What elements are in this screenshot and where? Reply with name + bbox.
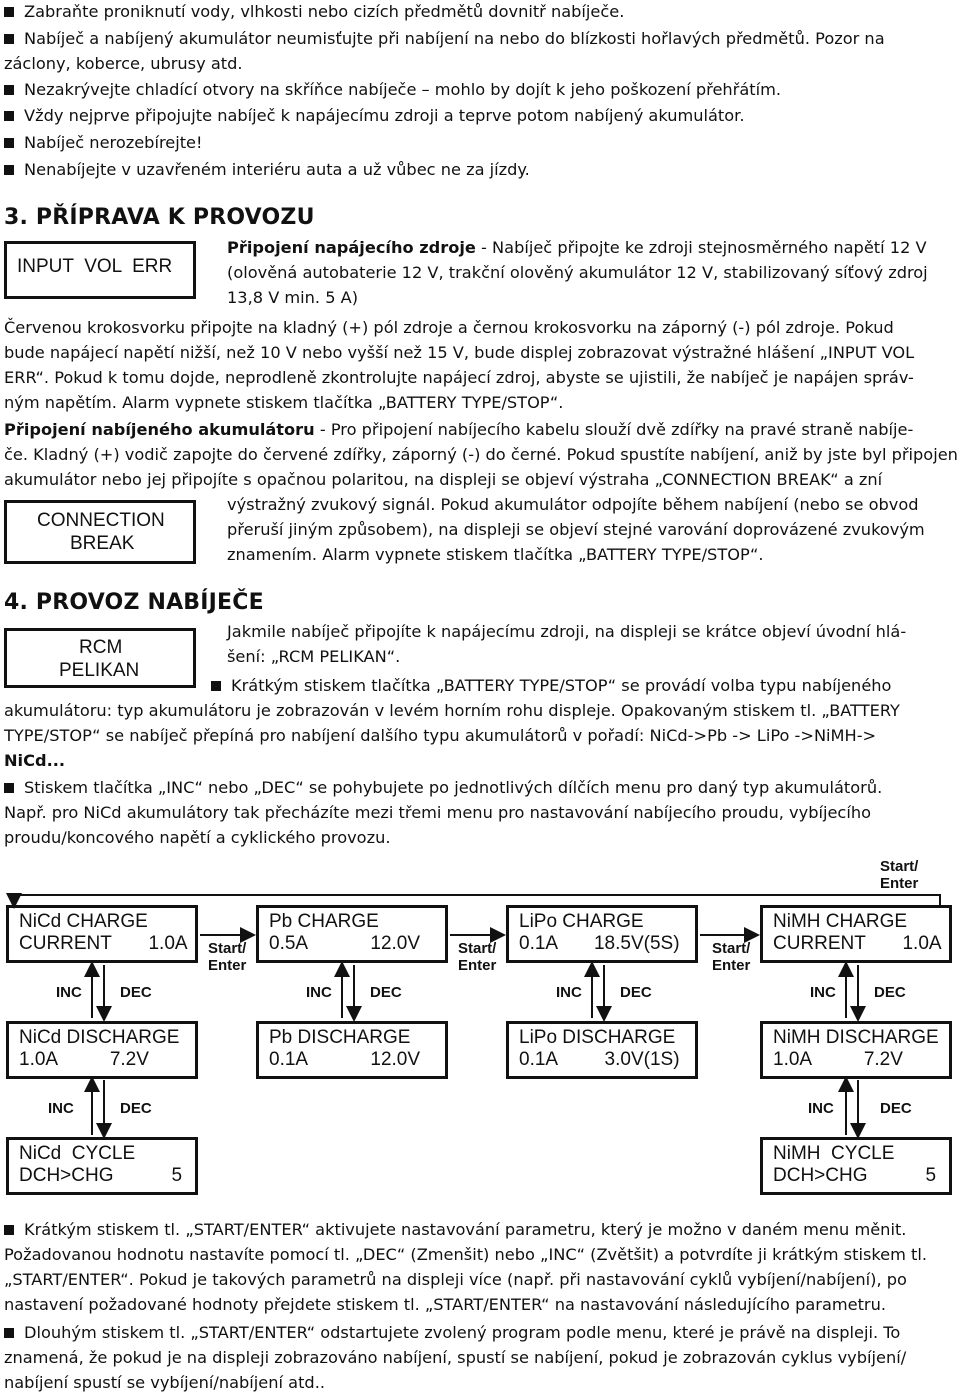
bullet-item: Nabíječ a nabíjený akumulátor neumisťujte při nabíjení na nebo do blízkosti hořlavých předmětů. Pozor na	[4, 29, 885, 49]
bullet-item: Stiskem tlačítka „INC“ nebo „DEC“ se pohybujete po jednotlivých dílčích menu pro daný typ akumulátorů.	[4, 778, 882, 798]
section-heading: 3. PŘÍPRAVA K PROVOZU	[4, 205, 315, 230]
lcd-text: RCM	[79, 637, 123, 658]
paragraph-line: Jakmile nabíječ připojíte k napájecímu zdroji, na displeji se krátce objeví úvodní hlá-	[227, 622, 907, 641]
lcd-nicd-charge	[6, 905, 198, 963]
lcd-text: 0.1A 18.5V(5S)	[519, 933, 680, 954]
dec-label: DEC	[370, 984, 402, 1001]
paragraph-line: výstražný zvukový signál. Pokud akumulátor odpojíte během nabíjení (nebo se obvod	[227, 495, 919, 514]
bullet-item: Dlouhým stiskem tl. „START/ENTER“ odstartujete zvolený program podle menu, které je právě na displeji. To	[4, 1323, 900, 1343]
lcd-text: CURRENT 1.0A	[773, 933, 942, 954]
lcd-nimh-charge	[760, 905, 952, 963]
paragraph-line: znamená, že pokud je na displeji zobrazováno nabíjení, spustí se nabíjení, pokud je zobrazován cyklus vybíjení/	[4, 1348, 907, 1367]
bullet-item: Nabíječ nerozebírejte!	[4, 133, 203, 153]
lcd-text: NiCd CYCLE	[19, 1143, 136, 1164]
lcd-text: NiMH CHARGE	[773, 911, 908, 932]
bullet-item: Krátkým stiskem tl. „START/ENTER“ aktivujete nastavování parametru, který je možno v daném menu měnit.	[4, 1220, 906, 1240]
inc-label: INC	[48, 1100, 74, 1117]
lcd-text: CURRENT 1.0A	[19, 933, 188, 954]
paragraph-line: (olověná autobaterie 12 V, trakční olověný akumulátor 12 V, stabilizovaný síťový zdroj	[227, 263, 928, 282]
paragraph-line: če. Kladný (+) vodič zapojte do červené zdířky, záporný (-) do černé. Pokud spustíte nabíjení, aniž by jste byl připojen	[4, 445, 958, 464]
dec-label: DEC	[120, 984, 152, 1001]
bullet-continuation: záclony, koberce, ubrusy atd.	[4, 54, 243, 73]
lcd-nicd-discharge	[6, 1021, 198, 1079]
lcd-pb-charge	[256, 905, 448, 963]
lcd-text: Pb CHARGE	[269, 911, 379, 932]
dec-label: DEC	[620, 984, 652, 1001]
paragraph-line: NiCd...	[4, 751, 66, 770]
lcd-lipo-charge	[506, 905, 698, 963]
lcd-pb-discharge	[256, 1021, 448, 1079]
paragraph-line: nastavení požadované hodnoty přejdete stiskem tl. „START/ENTER“ na nastavování následujícího parametru.	[4, 1295, 886, 1314]
paragraph-line: ERR“. Pokud k tomu dojde, neprodleně zkontrolujte napájecí zdroj, abyste se ujistili, že nabíječ je napájen správ-	[4, 368, 914, 387]
lcd-text: LiPo DISCHARGE	[519, 1027, 676, 1048]
dec-label: DEC	[880, 1100, 912, 1117]
paragraph-line: „START/ENTER“. Pokud je takových parametrů na displeji více (např. při nastavování cyklů vybíjení/nabíjení), po	[4, 1270, 907, 1289]
paragraph-line: 13,8 V min. 5 A)	[227, 288, 359, 307]
lcd-text: DCH>CHG 5	[773, 1165, 937, 1186]
lcd-text: CONNECTION	[37, 510, 165, 531]
paragraph-line: šení: „RCM PELIKAN“.	[227, 647, 401, 666]
bullet-item: Nezakrývejte chladící otvory na skříňce nabíječe – mohlo by dojít k jeho poškození přehřátím.	[4, 80, 781, 100]
lcd-text: DCH>CHG 5	[19, 1165, 183, 1186]
lcd-text: 0.1A 3.0V(1S)	[519, 1049, 680, 1070]
paragraph-line: bude napájecí napětí nižší, než 10 V nebo vyšší než 15 V, bude displej zobrazovat výstražné hlášení „INPUT VOL	[4, 343, 915, 362]
lcd-text: PELIKAN	[59, 660, 140, 681]
lcd-text: 1.0A 7.2V	[773, 1049, 903, 1070]
lcd-nimh-cycle	[760, 1137, 952, 1195]
acc-title: Připojení nabíjeného akumulátoru	[4, 420, 315, 439]
lcd-text: INPUT VOL ERR	[17, 256, 173, 277]
paragraph-line: Připojení nabíjeného akumulátoru - Pro připojení nabíjecího kabelu slouží dvě zdířky na pravé straně nabíje-	[4, 420, 914, 439]
paragraph-line: ným napětím. Alarm vypnete stiskem tlačítka „BATTERY TYPE/STOP“.	[4, 393, 564, 412]
paragraph-line: proudu/koncového napětí a cyklického provozu.	[4, 828, 391, 847]
inc-label: INC	[56, 984, 82, 1001]
bullet-item: Krátkým stiskem tlačítka „BATTERY TYPE/STOP“ se provádí volba typu nabíjeného	[211, 676, 891, 696]
paragraph-line: akumulátor nebo jej připojíte s opačnou polaritou, na displeji se objeví výstraha „CONNECTION BREAK“ a zní	[4, 470, 883, 489]
paragraph-line: Červenou krokosvorku připojte na kladný (+) pól zdroje a černou krokosvorku na záporný (-) pól zdroje. Pokud	[4, 318, 894, 337]
inc-label: INC	[808, 1100, 834, 1117]
lcd-text: LiPo CHARGE	[519, 911, 644, 932]
dec-label: DEC	[874, 984, 906, 1001]
lcd-text: 1.0A 7.2V	[19, 1049, 149, 1070]
lcd-text: NiMH DISCHARGE	[773, 1027, 939, 1048]
lcd-text: NiCd DISCHARGE	[19, 1027, 180, 1048]
paragraph-line: Požadovanou hodnotu nastavíte pomocí tl. „DEC“ (Zmenšit) nebo „INC“ (Zvětšit) a potvrdíte ji krátkým stiskem tl.	[4, 1245, 928, 1264]
lcd-text: NiCd CHARGE	[19, 911, 148, 932]
paragraph-line: znamením. Alarm vypnete stiskem tlačítka „BATTERY TYPE/STOP“.	[227, 545, 764, 564]
start-enter-label: Start/ Enter	[208, 940, 247, 974]
paragraph-line: nabíjení spustí se vybíjení/nabíjení atd..	[4, 1373, 325, 1392]
bullet-item: Nenabíjejte v uzavřeném interiéru auta a už vůbec ne za jízdy.	[4, 160, 530, 180]
paragraph-line: Např. pro NiCd akumulátory tak přecházíte mezi třemi menu pro nastavování nabíjecího proudu, vybíjecího	[4, 803, 871, 822]
conn-title: Připojení napájecího zdroje	[227, 238, 476, 257]
lcd-text: 0.5A 12.0V	[269, 933, 421, 954]
start-enter-label: Start/ Enter	[712, 940, 751, 974]
inc-label: INC	[306, 984, 332, 1001]
bullet-item: Zabraňte proniknutí vody, vlhkosti nebo cizích předmětů dovnitř nabíječe.	[4, 2, 624, 22]
inc-label: INC	[810, 984, 836, 1001]
bullet-item: Vždy nejprve připojujte nabíječ k napájecímu zdroji a teprve potom nabíjený akumulátor.	[4, 106, 745, 126]
start-enter-label: Start/ Enter	[458, 940, 497, 974]
paragraph-line: TYPE/STOP“ se nabíječ přepíná pro nabíjení dalšího typu akumulátorů v pořadí: NiCd->Pb -> LiPo ->NiMH->	[4, 726, 877, 745]
section-heading: 4. PROVOZ NABÍJEČE	[4, 590, 264, 615]
lcd-lipo-discharge	[506, 1021, 698, 1079]
dec-label: DEC	[120, 1100, 152, 1117]
lcd-text: BREAK	[70, 533, 135, 554]
start-enter-label: Start/ Enter	[880, 858, 919, 892]
lcd-text: Pb DISCHARGE	[269, 1027, 411, 1048]
inc-label: INC	[556, 984, 582, 1001]
lcd-nicd-cycle	[6, 1137, 198, 1195]
lcd-text: 0.1A 12.0V	[269, 1049, 421, 1070]
paragraph-line: Připojení napájecího zdroje - Nabíječ připojte ke zdroji stejnosměrného napětí 12 V	[227, 238, 927, 257]
lcd-text: NiMH CYCLE	[773, 1143, 895, 1164]
paragraph-line: akumulátoru: typ akumulátoru je zobrazován v levém horním rohu displeje. Opakovaným stiskem tl. „BATTERY	[4, 701, 900, 720]
paragraph-line: přeruší jiným způsobem), na displeji se objeví stejné varování doprovázené zvukovým	[227, 520, 925, 539]
lcd-nimh-discharge	[760, 1021, 952, 1079]
